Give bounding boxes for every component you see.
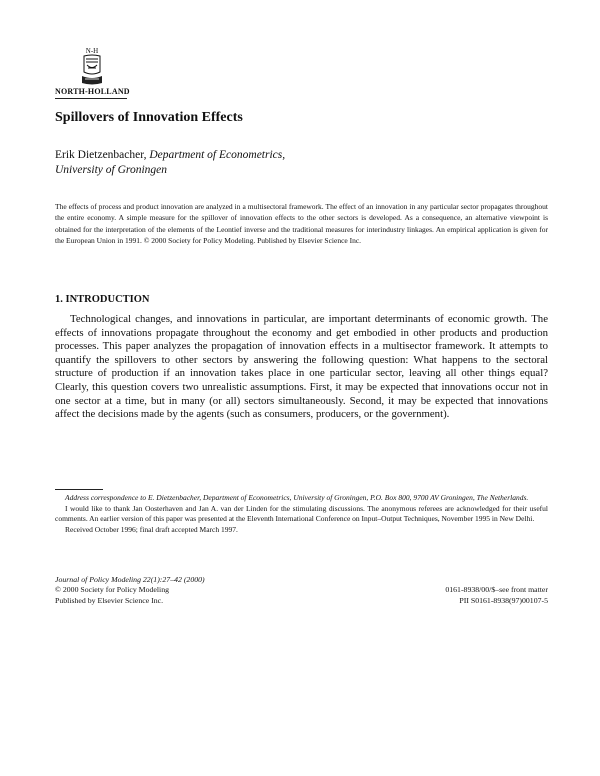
author-name: Erik Dietzenbacher, [55,149,147,161]
introduction-paragraph: Technological changes, and innovations in particular, are important determinants of economic growth. The effects of innovations propagate throughout the economy and get embodied in other products and production processes. This paper analyzes the propagation of innovation effects in a multisector framework. It attempts to quantify the spillovers to other sectors by answering the following question: What happens to the sectoral structure of production if an innovation takes place in one particular sector, leaving all other things equal? Clearly, this question covers two unrealistic assumptions. First, it may be expected that innovations occur not in one sector at a time, but in many (or all) sectors simultaneously. Second, it may be expected that innovations affect the decisions made by the agents (such as consumers, producers, or the government). [55,313,548,421]
article-title: Spillovers of Innovation Effects [55,110,243,125]
publisher-line: Published by Elsevier Science Inc. [55,595,164,605]
journal-meta-right [308,575,548,606]
issn-line: 0161-8938/00/$–see front matter [445,585,548,595]
footnote-rule [55,489,103,490]
journal-citation: Journal of Policy Modeling 22(1):27–42 (2000) [55,575,205,584]
author-block [55,148,385,178]
abstract: The effects of process and product innovation are analyzed in a multisectoral framework. The effect of an innovation in any particular sector propagates throughout the entire economy. A simple measure for the spillover of innovation effects to the other sectors is developed. As a consequence, an alternative viewpoint is obtained for the interpretation of the elements of the Leontief inverse and the traditional measures for interindustry linkages. An empirical application is given for the European Union in 1991. © 2000 Society for Policy Modeling. Published by Elsevier Science Inc. [55,202,548,245]
section-heading: 1. INTRODUCTION [55,294,150,305]
footnotes [55,493,548,535]
publisher-imprint: NORTH-HOLLAND [55,87,130,96]
footnote-thanks: I would like to thank Jan Oosterhaven and Jan A. van der Linden for the stimulating discussions. The anonymous referees are acknowledged for their useful comments. An earlier version of this paper was presented at the Eleventh International Conference on Input–Output Techniques, November 1995 in New Delhi. [55,503,548,524]
journal-meta-left [55,575,315,606]
footnote-received: Received October 1996; final draft accepted March 1997. [65,524,238,534]
copyright-line: © 2000 Society for Policy Modeling [55,585,169,595]
affiliation-line2: University of Groningen [55,164,168,176]
footnote-address: Address correspondence to E. Dietzenbacher, Department of Econometrics, University of Groningen, P.O. Box 800, 9700 AV Groningen, The Netherlands. [65,493,529,502]
affiliation-line1: Department of Econometrics, [149,149,286,161]
pii-line: PII S0161-8938(97)00107-5 [459,595,548,605]
logo-text: N-H [85,47,99,55]
north-holland-logo-icon [78,46,106,86]
header-rule [55,98,127,99]
